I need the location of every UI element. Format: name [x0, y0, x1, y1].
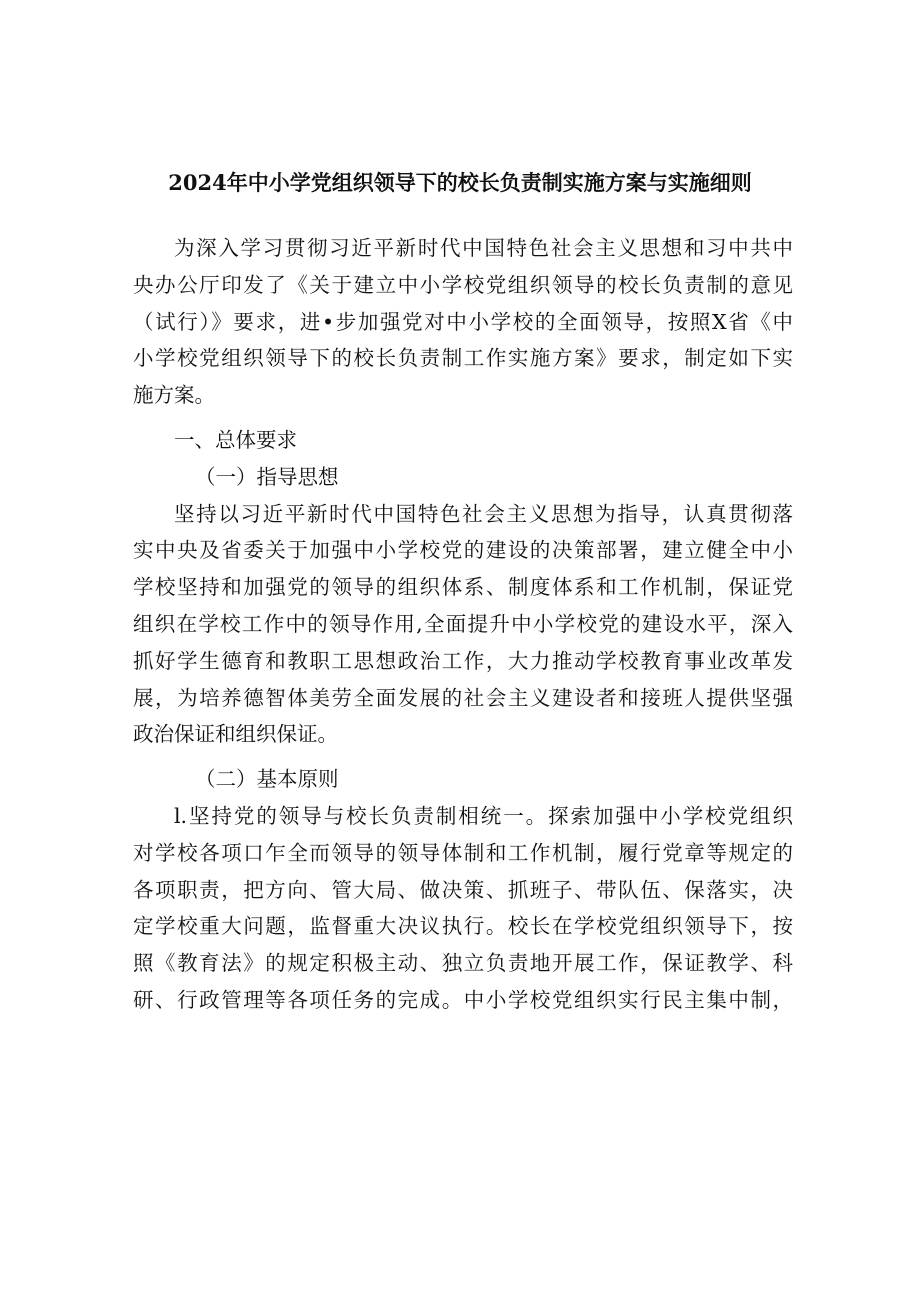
paragraph-line: 对学校各项口乍全而领导的领导体制和工作机制，履行党章等规定的: [133, 840, 793, 865]
document-title: 2024年中小学党组织领导下的校长负责制实施方案与实施细则: [168, 170, 752, 195]
paragraph-line: 各项职责，把方向、管大局、做决策、抓班子、带队伍、保落实，决: [133, 877, 793, 902]
basic-principles-paragraph: [133, 798, 793, 1019]
paragraph-line: 学校坚持和加强党的领导的组织体系、制度体系和工作机制，保证党: [133, 575, 793, 600]
document-body: [133, 230, 793, 1019]
paragraph-line: 抓好学生德育和教职工思想政治工作，大力推动学校教育事业改革发: [133, 648, 793, 673]
subsection-heading: （一）指导思想: [195, 464, 339, 489]
paragraph-line: 照《教育法》的规定积极主动、独立负责地开展工作，保证教学、科: [133, 951, 793, 976]
paragraph-line: （试行）》要求，进•步加强党对中小学校的全面领导，按照X省《中: [133, 309, 793, 334]
paragraph-line: 为深入学习贯彻习近平新时代中国特色社会主义思想和习中共中: [174, 236, 793, 260]
paragraph-line: 小学校党组织领导下的校长负责制工作实施方案》要求，制定如下实: [133, 346, 793, 371]
section-heading: 一、总体要求: [174, 427, 297, 452]
paragraph-line: 实中央及省委关于加强中小学校党的建设的决策部署，建立健全中小: [133, 538, 793, 563]
paragraph-line: 展，为培养德智体美劳全面发展的社会主义建设者和接班人提供坚强: [133, 685, 793, 710]
paragraph-line: 坚持以习近平新时代中国特色社会主义思想为指导，认真贯彻落: [174, 501, 793, 526]
intro-paragraph: [133, 230, 793, 414]
paragraph-line: 政治保证和组织保证。: [133, 722, 338, 747]
guiding-ideology-paragraph: [133, 496, 793, 754]
paragraph-line: 施方案。: [133, 383, 215, 408]
subsection-heading: （二）基本原则: [195, 767, 339, 792]
paragraph-line: 研、行政管理等各项任务的完成。中小学校党组织实行民主集中制，: [133, 987, 793, 1012]
paragraph-line: 央办公厅印发了《关于建立中小学校党组织领导的校长负责制的意见: [133, 272, 793, 297]
paragraph-line: l.坚持党的领导与校长负责制相统一。探索加强中小学校党组织: [174, 803, 793, 828]
paragraph-line: 组织在学校工作中的领导作用,全面提升中小学校党的建设水平，深入: [133, 611, 793, 636]
paragraph-line: 定学校重大问题，监督重大决议执行。校长在学校党组织领导下，按: [133, 914, 793, 939]
